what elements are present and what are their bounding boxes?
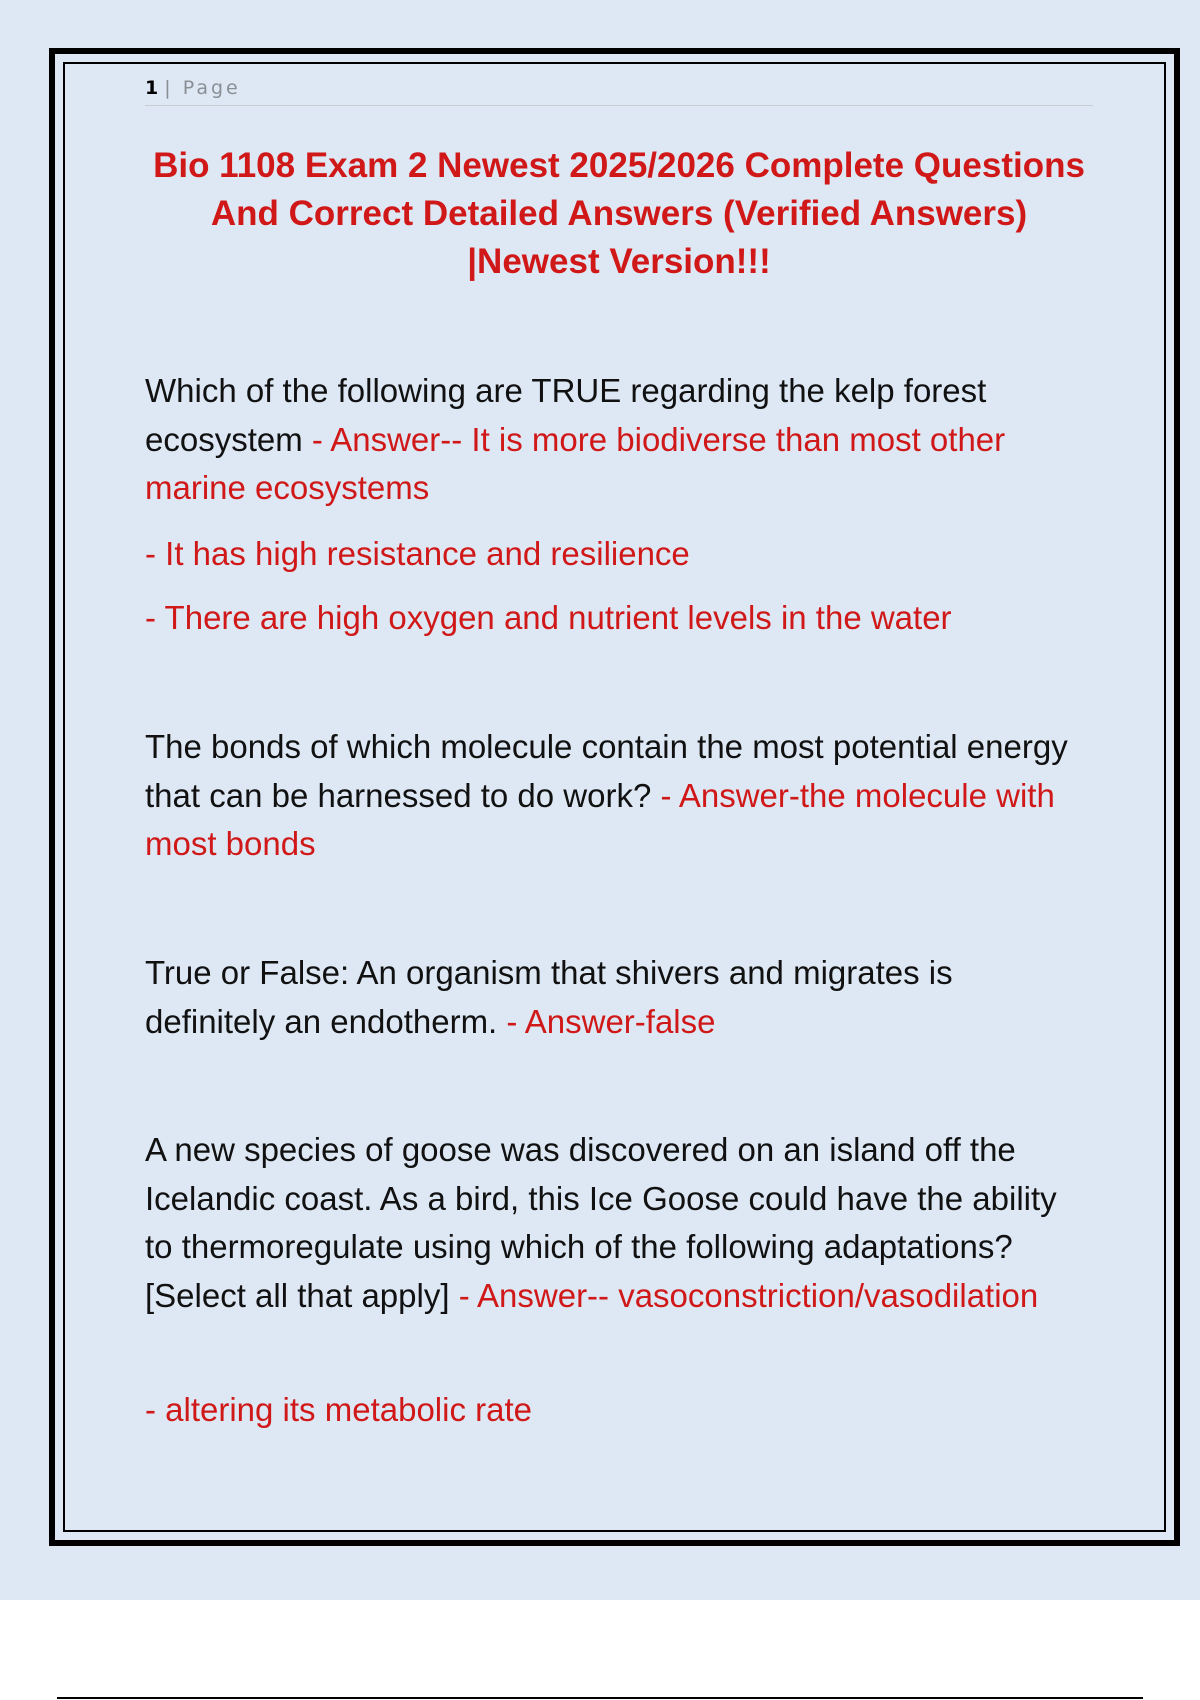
answer-text: - Answer-- vasoconstriction/vasodilation [458,1276,1039,1314]
answer-text: - Answer-the molecule with most bonds [145,776,1055,862]
answer-text: - Answer-false [506,1002,716,1040]
page-number: 1 [145,77,159,99]
question-block-2 [145,723,1085,869]
question-block-3 [145,949,1085,1046]
question-text: Which of the following are TRUE regarding the kelp forest ecosystem [145,372,987,458]
answer-item: - It has high resistance and resilience [145,535,690,572]
bottom-divider [57,1697,1143,1699]
answer-item: - altering its metabolic rate [145,1391,532,1428]
page-label: | Page [164,77,241,99]
question-text: A new species of goose was discovered on an island off the Icelandic coast. As a bird, this Ice Goose could have the ability to thermoregulate using which of the following adaptations? [Select all that apply] [145,1131,1057,1314]
question-block-1 [145,367,1085,513]
question-text: True or False: An organism that shivers and migrates is definitely an endotherm. [145,954,953,1040]
question-block-4 [145,1126,1085,1320]
page-header [145,74,1093,106]
question-text: The bonds of which molecule contain the most potential energy that can be harnessed to do work? [145,728,1068,814]
answer-item: - There are high oxygen and nutrient levels in the water [145,599,952,636]
document-title: Bio 1108 Exam 2 Newest 2025/2026 Complete Questions And Correct Detailed Answers (Verified Answers) |Newest Version!!! [153,146,1085,281]
answer-text: - Answer-- It is more biodiverse than most other marine ecosystems [145,420,1006,506]
